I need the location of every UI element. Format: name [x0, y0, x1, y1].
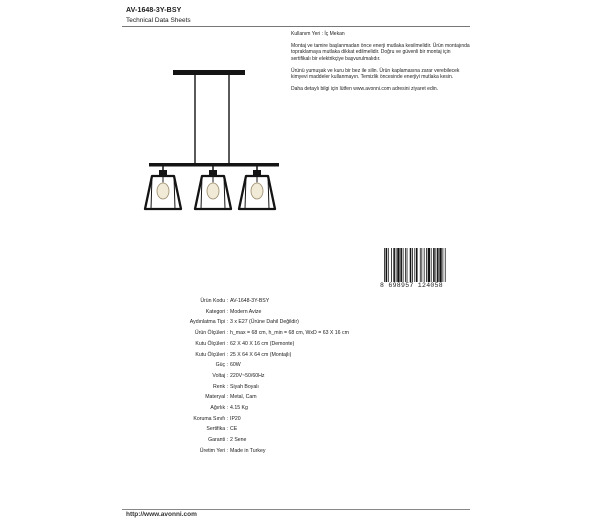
spec-row [140, 394, 460, 404]
spec-row [140, 352, 460, 362]
spec-row [140, 448, 460, 458]
spec-label: Voltaj : [212, 372, 228, 379]
spec-label: Materyal : [205, 394, 228, 401]
spec-value: Siyah Boyalı [230, 383, 259, 390]
sheet-title: Technical Data Sheets [126, 17, 191, 24]
spec-row [140, 405, 460, 415]
spec-value: 2 Sene [230, 437, 247, 444]
footer-divider [122, 509, 470, 510]
spec-label: Güç : [215, 362, 228, 369]
barcode-number: 8 698957 124058 [380, 282, 444, 289]
spec-label: Kutu Ölçüleri : [195, 351, 228, 358]
spec-row [140, 373, 460, 383]
spec-value: 3 x E27 (Ürüne Dahil Değildir) [230, 319, 299, 326]
spec-value: Made in Turkey [230, 447, 266, 454]
spec-value: 220V~50/60Hz [230, 372, 265, 379]
spec-value: CE [230, 426, 238, 433]
spec-label: Üretim Yeri : [199, 447, 228, 454]
spec-value: Modern Avize [230, 308, 262, 315]
spec-label: Kutu Ölçüleri : [195, 340, 228, 347]
spec-row [140, 319, 460, 329]
spec-row [140, 426, 460, 436]
spec-row [140, 384, 460, 394]
spec-value: h_max = 68 cm, h_min = 68 cm, WxD = 63 X 16 cm [230, 330, 349, 337]
spec-label: Ağırlık : [210, 405, 228, 411]
spec-label: Aydınlatma Tipi : [189, 319, 228, 326]
spec-row [140, 309, 460, 319]
header-divider [122, 26, 470, 27]
spec-value: Metal, Cam [230, 394, 257, 401]
spec-label: Garanti : [208, 437, 228, 444]
model-code-title: AV-1648-3Y-BSY [126, 7, 182, 14]
spec-row [140, 416, 460, 426]
spec-label: Renk : [213, 383, 228, 390]
spec-value: AV-1648-3Y-BSY [230, 298, 270, 304]
spec-value: IP20 [230, 415, 241, 422]
spec-value: 60W [230, 362, 241, 369]
spec-label: Ürün Ölçüleri : [194, 330, 228, 337]
spec-value: 25 X 64 X 64 cm (Montajlı) [230, 351, 292, 358]
spec-row [140, 362, 460, 372]
spec-row [140, 341, 460, 351]
spec-value: 62 X 40 X 16 cm (Demonte) [230, 340, 295, 347]
spec-label: Sertifika : [206, 426, 228, 433]
spec-value: 4.15 Kg [230, 405, 248, 411]
spec-row [140, 298, 460, 308]
spec-row [140, 437, 460, 447]
notes-block [291, 31, 471, 98]
spec-label: Ürün Kodu : [200, 298, 228, 304]
website-note: Daha detaylı bilgi için lütfen www.avonni.com adresini ziyaret edin. [291, 86, 439, 93]
spec-label: Koruma Sınıfı : [193, 415, 228, 422]
usage-location: Kullanım Yeri : İç Mekan [291, 31, 345, 37]
cleaning-note: Ürünü yumuşak ve kuru bir bez ile silin. Ürün kaplamasına zarar verebilecek kimyevi maddeler kullanmayın. Temizlik öncesinde enerjiyi mutlaka kesin. [291, 67, 460, 81]
spec-label: Kategori : [205, 308, 228, 315]
chandelier-product-image [133, 67, 293, 217]
spec-row [140, 330, 460, 340]
safety-note: Montaj ve tamire başlanmadan önce enerji mutlaka kesilmelidir. Ürün montajında topraklamaya mutlaka dikkat edilmelidir. Doğru ve güvenli bir montaj için sertifikalı bir elektrikçiye başvurulmalıdır. [291, 43, 470, 62]
footer-url: http://www.avonni.com [126, 511, 197, 518]
